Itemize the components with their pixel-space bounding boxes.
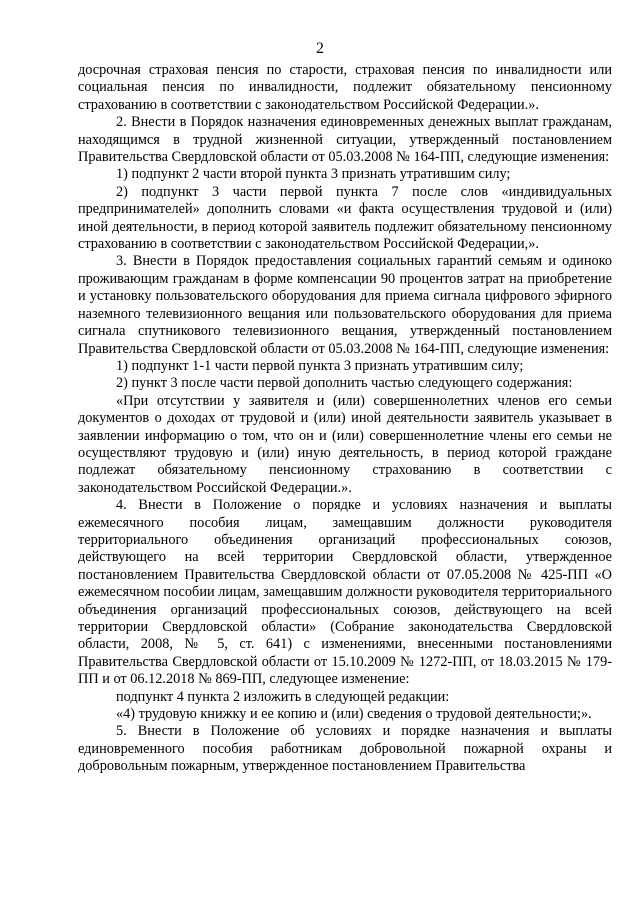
- paragraph-quote-4: «4) трудовую книжку и ее копию и (или) сведения о трудовой деятельности;».: [116, 706, 592, 723]
- paragraph-item-5: 5. Внести в Положение об условиях и порядке назначения и выплаты единовременного пособия работникам добровольной пожарной охраны и добровольным пожарным, утвержденное постановлением Правительства: [78, 723, 612, 775]
- page-number: 2: [316, 40, 324, 57]
- paragraph-item-4: 4. Внести в Положение о порядке и условиях назначения и выплаты ежемесячного пособия лицам, замещавшим должности руководителя территориального объединения организаций профессиональных союзов, действующего на всей территории Свердловской области, утвержденное постановлением Правительства Свердловской области от 07.05.2008 № 425-ПП «О ежемесячном пособии лицам, замещавшим должности руководителя территориального объединения организаций профессиональных союзов, действующего на всей территории Свердловской области» (Собрание законодательства Свердловской области, 2008, № 5, ст. 641) с изменениями, внесенными постановлениями Правительства Свердловской области от 15.10.2009 № 1272-ПП, от 18.03.2015 № 179-ПП и от 06.12.2018 № 869-ПП, следующее изменение:: [78, 497, 612, 688]
- paragraph-item-2-1: 1) подпункт 2 части второй пункта 3 признать утратившим силу;: [116, 166, 511, 183]
- paragraph-continuation: досрочная страховая пенсия по старости, страховая пенсия по инвалидности или социальная пенсия по инвалидности, подлежит обязательному пенсионному страхованию в соответствии с законодательством Российской Федерации.».: [78, 62, 612, 113]
- paragraph-item-3-1: 1) подпункт 1-1 части первой пункта 3 признать утратившим силу;: [116, 357, 524, 374]
- paragraph-item-3-2: 2) пункт 3 после части первой дополнить частью следующего содержания:: [116, 375, 573, 392]
- document-body: [78, 62, 612, 776]
- paragraph-item-4-sub: подпункт 4 пункта 2 изложить в следующей редакции:: [116, 688, 450, 705]
- paragraph-quote-3: «При отсутствии у заявителя и (или) совершеннолетних членов его семьи документов о доходах от трудовой и (или) иной деятельности заявитель указывает в заявлении информацию о том, что он и (или) совершеннолетние члены его семьи не осуществляют трудовую и (или) иную деятельность, в период которой граждане подлежат обязательному пенсионному страхованию в соответствии с законодательством Российской Федерации.».: [78, 392, 612, 496]
- paragraph-item-2-2: 2) подпункт 3 части первой пункта 7 после слов «индивидуальных предпринимателей» дополнить словами «и факта осуществления трудовой и (или) иной деятельности, в период которой заявитель подлежит обязательному пенсионному страхованию в соответствии с законодательством Российской Федерации,».: [78, 183, 612, 253]
- paragraph-item-2: 2. Внести в Порядок назначения единовременных денежных выплат гражданам, находящимся в трудной жизненной ситуации, утвержденный постановлением Правительства Свердловской области от 05.03.2008 № 164-ПП, следующие изменения:: [78, 114, 612, 166]
- paragraph-item-3: 3. Внести в Порядок предоставления социальных гарантий семьям и одиноко проживающим гражданам в форме компенсации 90 процентов затрат на приобретение и установку пользовательского оборудования для приема сигнала цифрового эфирного наземного телевизионного вещания или пользовательского оборудования для приема сигнала спутникового телевизионного вещания, утвержденный постановлением Правительства Свердловской области от 05.03.2008 № 164-ПП, следующие изменения:: [78, 253, 612, 357]
